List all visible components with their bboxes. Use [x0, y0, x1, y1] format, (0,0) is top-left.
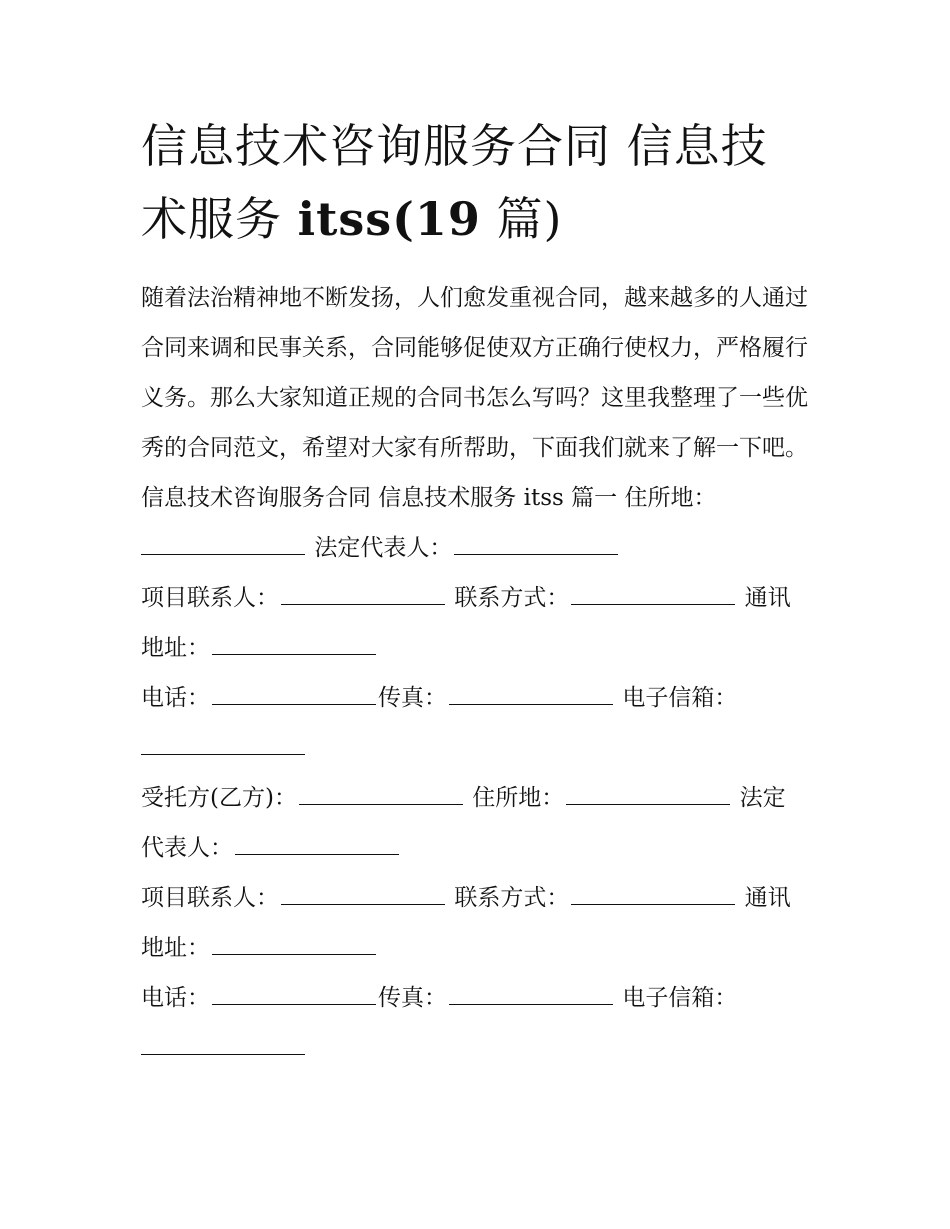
trustee-row — [141, 773, 813, 823]
address-row — [141, 623, 813, 673]
title-line-2-end: 篇) — [480, 192, 563, 246]
address-blank[interactable] — [212, 632, 376, 655]
address-label-start: 通讯 — [744, 585, 791, 611]
phone-label: 电话： — [141, 685, 210, 711]
title-line-2-text: 术服务 — [141, 192, 298, 246]
email-b-row — [141, 1023, 813, 1073]
project-contact-blank[interactable] — [281, 582, 445, 605]
legal-label-start: 法定 — [739, 785, 786, 811]
legal-label-end: 代表人： — [141, 835, 233, 861]
project-contact-b-label: 项目联系人： — [141, 885, 279, 911]
phone-b-blank[interactable] — [212, 982, 376, 1005]
title-line-2-bold: itss(19 — [297, 192, 481, 246]
address-b-blank[interactable] — [212, 932, 376, 955]
phone-blank[interactable] — [212, 682, 376, 705]
intro-paragraph: 随着法治精神地不断发扬，人们愈发重视合同，越来越多的人通过合同来调和民事关系，合同能够促使双方正确行使权力，严格履行义务。那么大家知道正规的合同书怎么写吗？这里我整理了一些优秀的合同范文，希望对大家有所帮助，下面我们就来了解一下吧。 — [141, 285, 808, 461]
email-blank[interactable] — [141, 732, 305, 755]
legal-rep-row — [141, 523, 813, 573]
legal-rep-blank[interactable] — [454, 532, 618, 555]
fax-b-blank[interactable] — [449, 982, 613, 1005]
document-page — [141, 110, 813, 1073]
phone-b-row — [141, 973, 813, 1023]
legal-rep-b-blank[interactable] — [235, 832, 399, 855]
email-b-label: 电子信箱： — [622, 985, 738, 1011]
domicile-b-blank[interactable] — [566, 782, 730, 805]
domicile-label: 住所地： — [472, 785, 565, 811]
domicile-blank[interactable] — [141, 532, 305, 555]
section-heading: 信息技术咨询服务合同 信息技术服务 itss 篇一 住所地： — [141, 485, 717, 511]
fax-b-label: 传真： — [378, 985, 447, 1011]
address-b-label-start: 通讯 — [744, 885, 791, 911]
title-line-1: 信息技术咨询服务合同 信息技 — [141, 119, 768, 173]
phone-b-label: 电话： — [141, 985, 210, 1011]
contact-method-b-label: 联系方式： — [454, 885, 570, 911]
contact-method-b-blank[interactable] — [571, 882, 735, 905]
contact-method-label: 联系方式： — [454, 585, 570, 611]
legal-rep-b-row — [141, 823, 813, 873]
project-contact-row — [141, 573, 813, 623]
contact-method-blank[interactable] — [571, 582, 735, 605]
address-label-end: 地址： — [141, 635, 210, 661]
phone-row — [141, 673, 813, 723]
document-title — [141, 110, 813, 256]
fax-blank[interactable] — [449, 682, 613, 705]
email-label: 电子信箱： — [622, 685, 738, 711]
trustee-blank[interactable] — [299, 782, 463, 805]
email-row — [141, 723, 813, 773]
trustee-label: 受托方(乙方)： — [141, 785, 297, 811]
address-b-label-end: 地址： — [141, 935, 210, 961]
project-contact-label: 项目联系人： — [141, 585, 279, 611]
project-contact-b-blank[interactable] — [281, 882, 445, 905]
project-contact-b-row — [141, 873, 813, 923]
legal-rep-label: 法定代表人： — [314, 535, 453, 561]
fax-label: 传真： — [378, 685, 447, 711]
email-b-blank[interactable] — [141, 1032, 305, 1055]
address-b-row — [141, 923, 813, 973]
